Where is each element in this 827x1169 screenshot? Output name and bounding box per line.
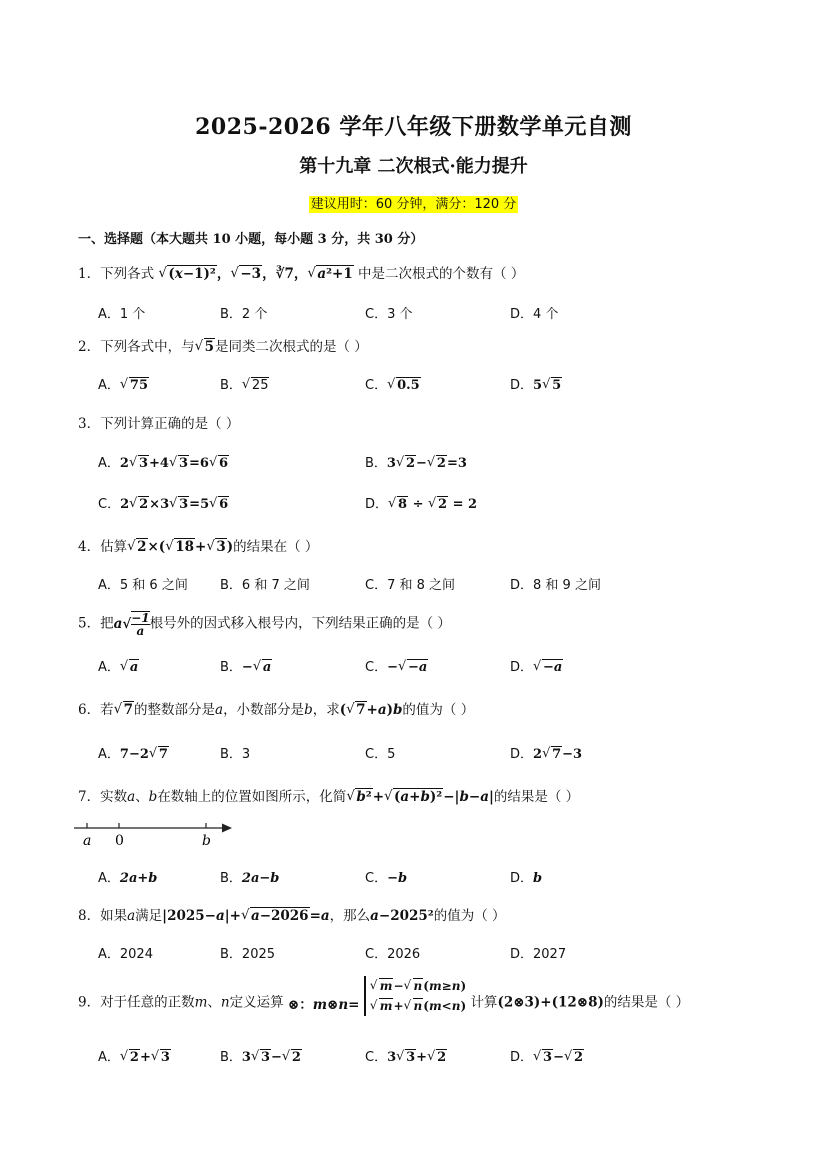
q1-stem: 1．下列各式 (78, 266, 155, 282)
q9-option-c[interactable]: C．3√ 3+√ 2 (365, 1046, 447, 1065)
q3-option-a[interactable]: A．2√ 3+4√ 3=6√ 6 (98, 452, 229, 471)
q7-option-b[interactable]: B．2a−b (220, 871, 280, 886)
q7-option-c[interactable]: C．−b (365, 871, 408, 886)
q5-stem-end: 根号外的因式移入根号内，下列结果正确的是（ ） (149, 615, 451, 632)
q3-option-d[interactable]: D．√ 8 ÷ √ 2 = 2 (365, 493, 477, 512)
q1-option-c[interactable]: C．3 个 (365, 307, 413, 322)
question-4 (78, 535, 318, 555)
q4-option-a[interactable]: A．5 和 6 之间 (98, 578, 188, 593)
q4-option-c[interactable]: C．7 和 8 之间 (365, 578, 456, 593)
question-9: 9．对于任意的正数m、n定义运算 ⊗：m⊗n= √ m−√ n(m≥n) √ m+√ n(m<n) 计算(2⊗3)+(12⊗8)的结果是（ ） (78, 990, 689, 1016)
q5-option-c[interactable]: C．−√ −a (365, 656, 428, 675)
q3-option-b[interactable]: B．3√ 2−√ 2=3 (365, 452, 467, 471)
section-heading: 一、选择题（本大题共 10 小题，每小题 3 分，共 30 分） (78, 232, 424, 247)
q2-option-c[interactable]: C．√ 0.5 (365, 374, 421, 393)
time-note-highlight: 建议用时：60 分钟，满分：120 分 (310, 197, 517, 212)
q8-option-a[interactable]: A．2024 (98, 947, 153, 962)
q6-option-b[interactable]: B．3 (220, 747, 251, 762)
q6-option-d[interactable]: D．2√ 7−3 (510, 743, 582, 762)
q2-option-d[interactable]: D．5√ 5 (510, 374, 562, 393)
question-2 (78, 335, 368, 355)
q4-formula: √ 2×(√ 18+√ 3) (127, 539, 233, 555)
q4-stem: 4．估算 (78, 539, 128, 555)
question-5 (78, 611, 451, 637)
q9-option-d[interactable]: D．√ 3−√ 2 (510, 1046, 584, 1065)
q2-option-b[interactable]: B．√ 25 (220, 374, 269, 393)
q9-option-a[interactable]: A．√ 2+√ 3 (98, 1046, 171, 1065)
q2-stem-end: 是同类二次根式的是（ ） (215, 339, 368, 355)
q7-option-a[interactable]: A．2a+b (98, 871, 158, 886)
q1-option-b[interactable]: B．2 个 (220, 307, 268, 322)
q2-formula: √ 5 (195, 339, 215, 355)
q2-option-a[interactable]: A．√ 75 (98, 374, 149, 393)
axis-label-b: b (202, 833, 211, 849)
page-title: 2025-2026 学年八年级下册数学单元自测 (195, 114, 632, 140)
number-line (74, 818, 236, 850)
question-7: 7．实数a、b在数轴上的位置如图所示，化简√ b²+√ (a+b)²−|b−a|的结果是（ ） (78, 785, 579, 805)
q4-stem-end: 的结果在（ ） (233, 539, 319, 555)
q6-option-a[interactable]: A．7−2√ 7 (98, 743, 169, 762)
q6-option-c[interactable]: C．5 (365, 747, 396, 762)
axis-label-0: 0 (115, 833, 124, 849)
q4-option-b[interactable]: B．6 和 7 之间 (220, 578, 310, 593)
arrow-icon (222, 824, 232, 833)
q1-option-d[interactable]: D．4 个 (510, 307, 559, 322)
q5-option-d[interactable]: D．√ −a (510, 656, 563, 675)
q2-stem: 2．下列各式中，与 (78, 339, 195, 355)
q5-option-a[interactable]: A．√ a (98, 656, 139, 675)
q1-formulas: √ (x−1)²，√ −3，∛7，√ a²+1 (158, 266, 353, 282)
q8-option-b[interactable]: B．2025 (220, 947, 276, 962)
axis-label-a: a (83, 833, 92, 849)
question-1 (78, 262, 524, 282)
q9-option-b[interactable]: B．3√ 3−√ 2 (220, 1046, 302, 1065)
question-6: 6．若√ 7的整数部分是a，小数部分是b，求(√ 7+a)b的值为（ ） (78, 698, 474, 718)
q5-formula: a√ $\frac{-1}{a}$ (113, 611, 150, 638)
page-subtitle: 第十九章 二次根式·能力提升 (299, 156, 528, 177)
q5-stem: 5．把 (78, 615, 114, 632)
q3-option-c[interactable]: C．2√ 2×3√ 3=5√ 6 (98, 493, 229, 512)
q4-option-d[interactable]: D．8 和 9 之间 (510, 578, 601, 593)
q7-option-d[interactable]: D．b (510, 871, 543, 886)
q1-option-a[interactable]: A．1 个 (98, 307, 146, 322)
time-note (0, 193, 827, 212)
q1-stem-end: 中是二次根式的个数有（ ） (358, 266, 525, 282)
q5-option-b[interactable]: B．−√ a (220, 656, 272, 675)
question-3: 3．下列计算正确的是（ ） (78, 416, 240, 432)
q8-option-d[interactable]: D．2027 (510, 947, 567, 962)
question-8: 8．如果a满足|2025−a|+√ a−2026=a，那么a−2025²的值为（ ） (78, 904, 506, 924)
q9-piecewise: √ m−√ n(m≥n) √ m+√ n(m<n) (364, 976, 466, 1016)
q8-option-c[interactable]: C．2026 (365, 947, 421, 962)
